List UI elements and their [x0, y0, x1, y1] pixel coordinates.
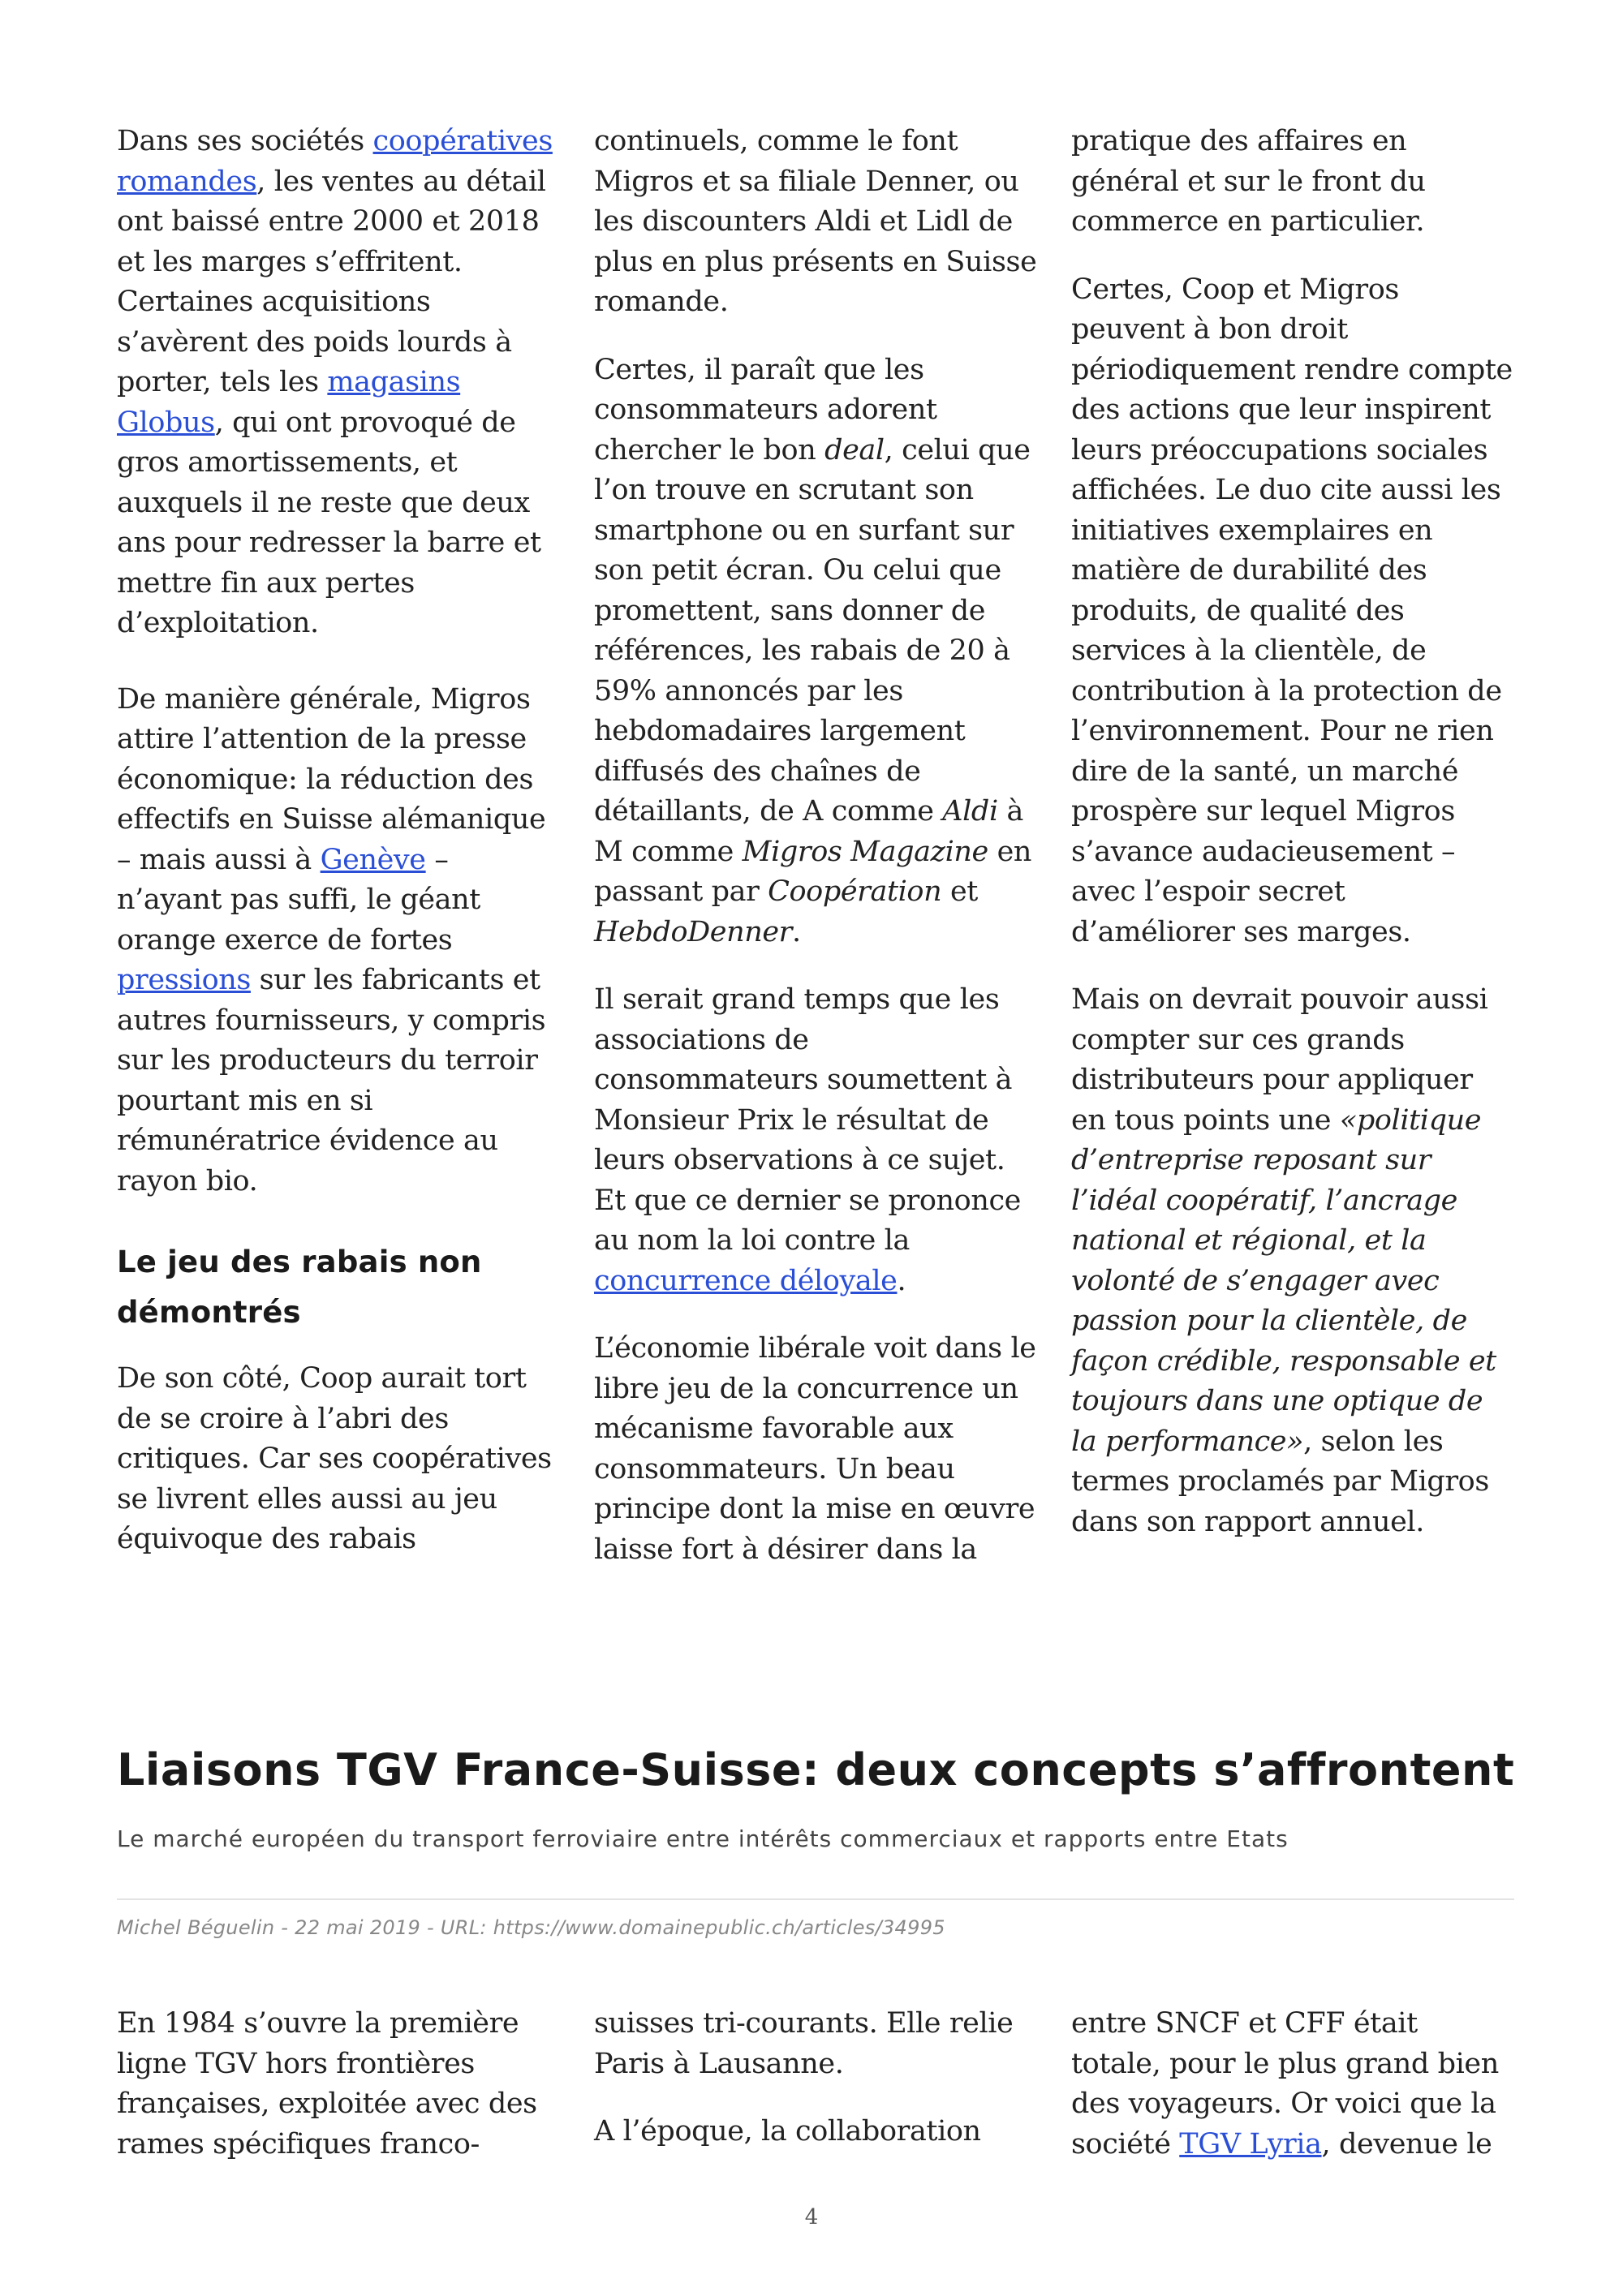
link-concurrence-deloyale[interactable]: concurrence déloyale	[594, 1264, 898, 1297]
text: , celui que l’on trouve en scrutant son smartphone ou en surfant sur son petit écran. Ou celui que promettent, sans donner de références, les rabais de 20 à 59% annoncés par les hebdomadaires largement diffusés des chaînes de détaillants, de A comme	[594, 433, 1031, 828]
column-1	[117, 2004, 560, 2200]
paragraph	[117, 680, 560, 1202]
paragraph: continuels, comme le font Migros et sa filiale Denner, ou les discounters Aldi et Lidl de plus en plus présents en Suisse romande.	[594, 125, 1037, 318]
paragraph	[1071, 2004, 1514, 2165]
emphasis: Migros Magazine	[742, 835, 988, 868]
text: Dans ses sociétés	[117, 125, 373, 157]
paragraph	[1071, 980, 1514, 1542]
text: sur les fabricants et autres fournisseurs, y compris sur les producteurs du terroir pourtant mis en si rémunératrice évidence au rayon bio.	[117, 964, 546, 1197]
column-3	[1071, 2004, 1514, 2200]
text: Il serait grand temps que les associations de consommateurs soumettent à Monsieur Prix le résultat de leurs observations à ce sujet. Et que ce dernier se prononce au nom la loi contre la	[594, 983, 1021, 1257]
link-pressions[interactable]: pressions	[117, 964, 251, 996]
text: , qui ont provoqué de gros amortissements, et auxquels il ne reste que deux ans pour redresser la barre et mettre fin aux pertes d’exploitation.	[117, 406, 541, 639]
text: .	[792, 915, 801, 948]
text: Mais on devrait pouvoir aussi compter sur ces grands distributeurs pour appliquer en tous points une	[1071, 983, 1488, 1137]
link-geneve[interactable]: Genève	[320, 843, 426, 876]
column-3	[1071, 122, 1514, 1597]
paragraph: suisses tri-courants. Elle relie Paris à Lausanne.	[594, 2007, 1014, 2080]
article-columns-top	[117, 122, 1514, 1597]
divider	[117, 1898, 1514, 1900]
paragraph: pratique des affaires en général et sur le front du commerce en particulier.	[1071, 125, 1426, 238]
section-heading: Le jeu des rabais non démontrés	[117, 1245, 482, 1330]
paragraph	[594, 980, 1037, 1301]
article-meta: Michel Béguelin - 22 mai 2019 - URL: https://www.domainepublic.ch/articles/34995	[117, 1916, 945, 1939]
link-cooperatives-romandes[interactable]: coopératives romandes	[117, 125, 553, 198]
paragraph: En 1984 s’ouvre la première ligne TGV hors frontières françaises, exploitée avec des rames spécifiques franco-	[117, 2007, 537, 2161]
link-magasins-globus[interactable]: magasins Globus	[117, 366, 461, 439]
paragraph: A l’époque, la collaboration	[594, 2115, 981, 2148]
paragraph: L’économie libérale voit dans le libre jeu de la concurrence un mécanisme favorable aux consommateurs. Un beau principe dont la mise en œuvre laisse fort à désirer dans la	[594, 1332, 1036, 1566]
article-subtitle: Le marché européen du transport ferroviaire entre intérêts commerciaux et rapports entre Etats	[117, 1825, 1289, 1852]
text: en passant par	[594, 835, 1032, 908]
column-2	[594, 122, 1037, 1597]
emphasis: Aldi	[942, 795, 998, 828]
text: – n’ayant pas suffi, le géant orange exerce de fortes	[117, 843, 480, 957]
text: Certes, il paraît que les consommateurs adorent chercher le bon	[594, 353, 937, 467]
text: De manière générale, Migros attire l’attention de la presse économique: la réduction des effectifs en Suisse alémanique – mais aussi à	[117, 682, 546, 876]
column-2	[594, 2004, 1037, 2200]
emphasis: deal	[824, 433, 885, 467]
paragraph: Certes, Coop et Migros peuvent à bon droit périodiquement rendre compte des actions que leur inspirent leurs préoccupations sociales affichées. Le duo cite aussi les initiatives exemplaires en matière de durabilité des produits, de qualité des services à la clientèle, de contribution à la protection de l’environnement. Pour ne rien dire de la santé, un marché prospère sur lequel Migros s’avance audacieusement – avec l’espoir secret d’améliorer ses marges.	[1071, 273, 1513, 948]
text: .	[897, 1264, 906, 1297]
text: , devenue le	[1321, 2127, 1492, 2161]
quote: «politique d’entreprise reposant sur l’idéal coopératif, l’ancrage national et régional, et la volonté de s’engager avec passion pour la clientèle, de façon crédible, responsable et toujours dans une optique de la performance»	[1071, 1103, 1496, 1458]
link-tgv-lyria[interactable]: TGV Lyria	[1179, 2127, 1322, 2161]
paragraph	[117, 122, 560, 644]
paragraph	[594, 350, 1037, 953]
paragraph: De son côté, Coop aurait tort de se croire à l’abri des critiques. Car ses coopératives se livrent elles aussi au jeu équivoque des rabais	[117, 1362, 552, 1555]
page-number: 4	[804, 2205, 819, 2229]
text: , selon les termes proclamés par Migros dans son rapport annuel.	[1071, 1425, 1489, 1538]
article-columns-bottom	[117, 2004, 1514, 2200]
emphasis: HebdoDenner	[594, 915, 793, 948]
article-title: Liaisons TGV France-Suisse: deux concepts s’affrontent	[117, 1744, 1515, 1795]
text: à M comme	[594, 795, 1023, 868]
emphasis: Coopération	[768, 875, 942, 908]
column-1	[117, 122, 560, 1597]
text: , les ventes au détail ont baissé entre 2000 et 2018 et les marges s’effritent. Certaines acquisitions s’avèrent des poids lourds à porter, tels les	[117, 165, 546, 398]
text: entre SNCF et CFF était totale, pour le plus grand bien des voyageurs. Or voici que la société	[1071, 2007, 1499, 2161]
text: et	[941, 875, 978, 908]
